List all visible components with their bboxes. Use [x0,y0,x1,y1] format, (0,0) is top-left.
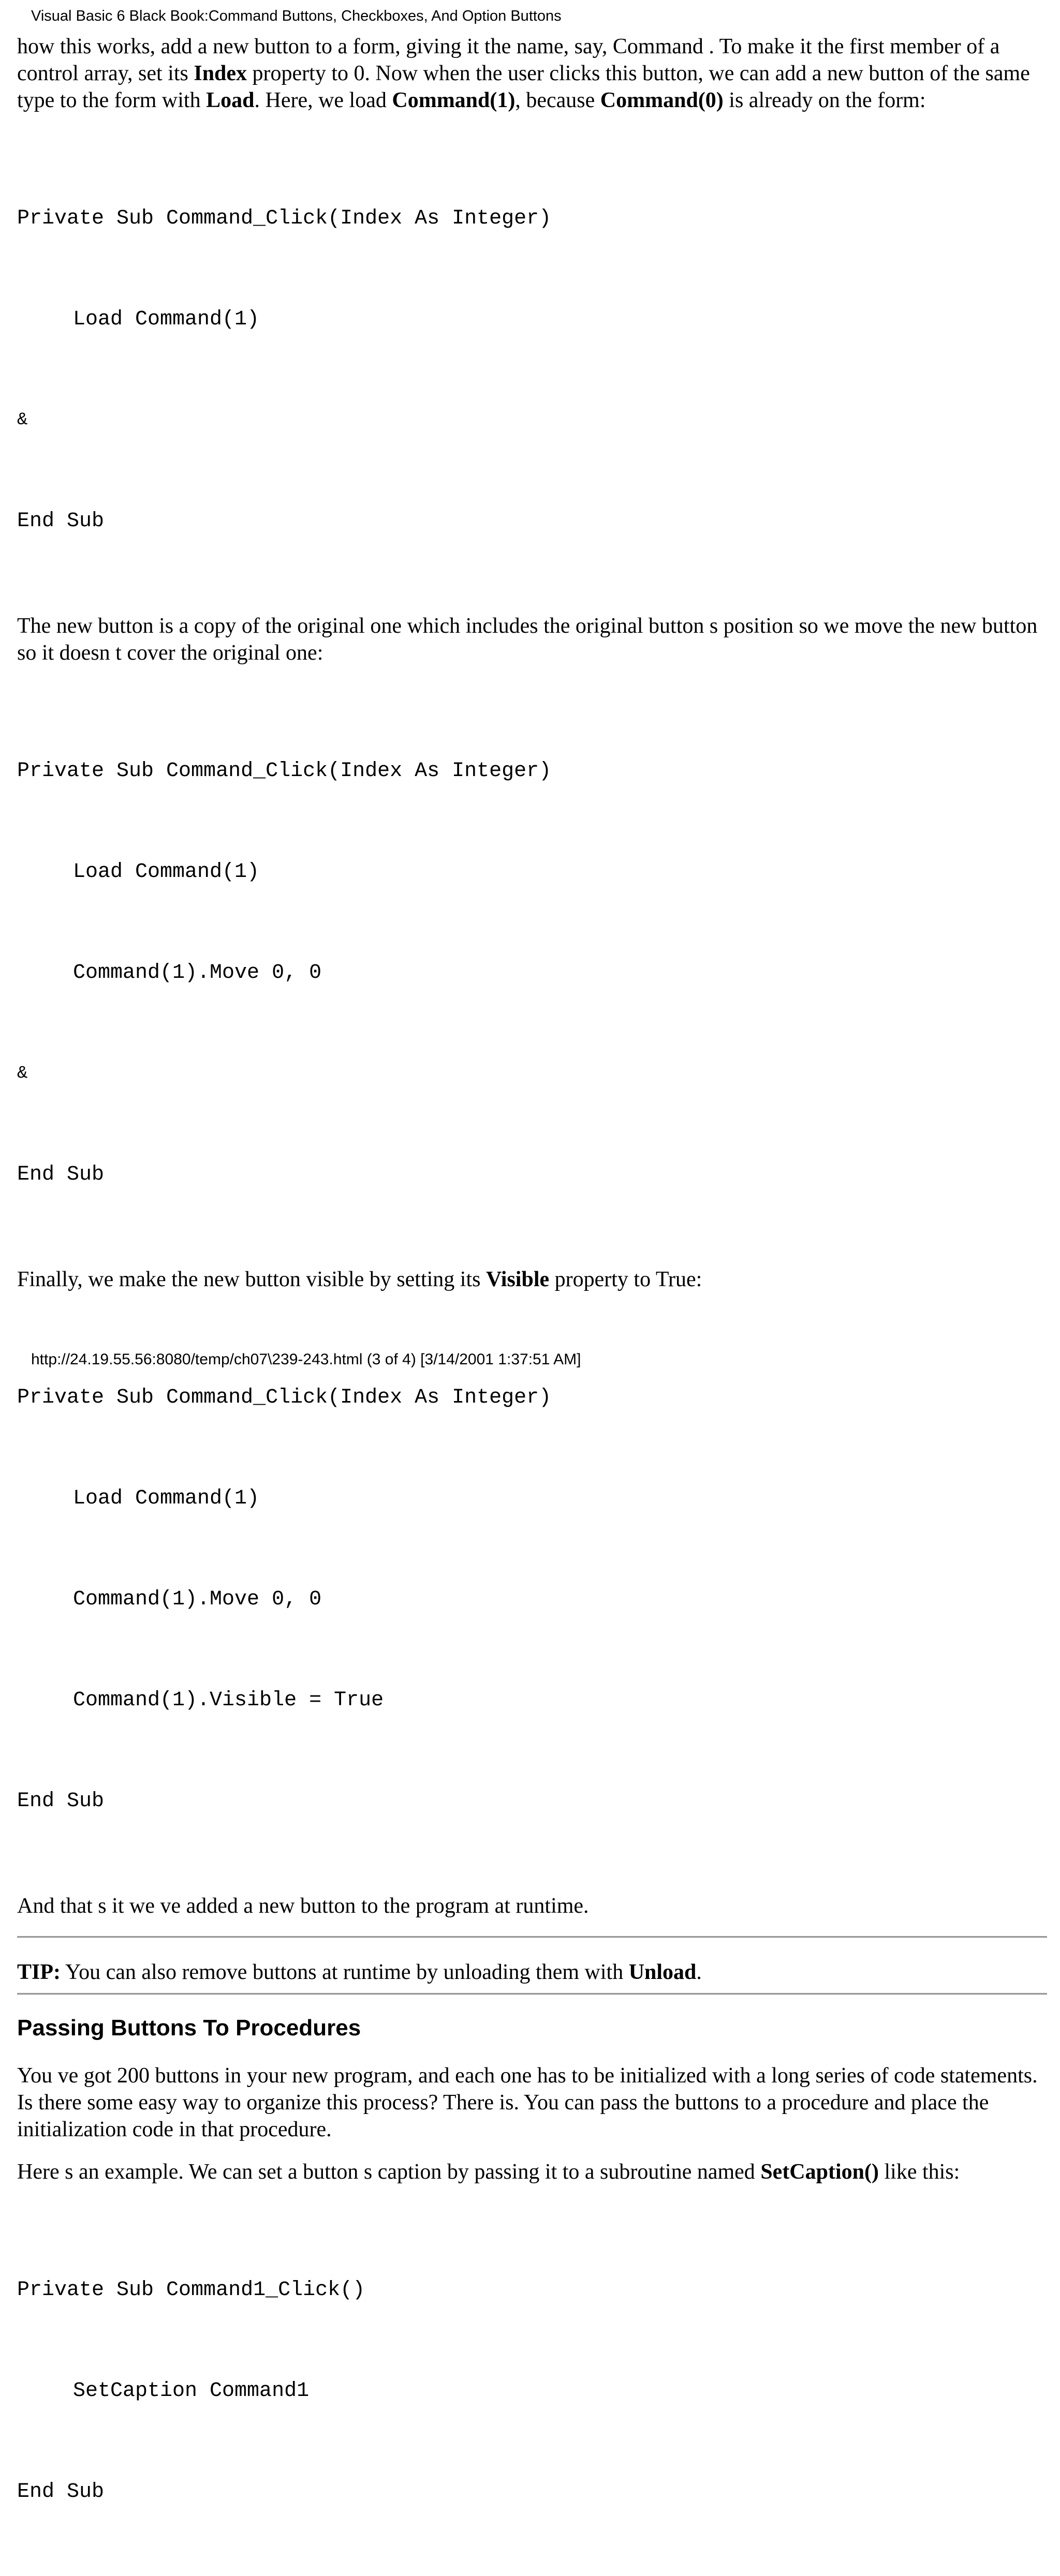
code-block-setcaption [17,2206,1047,2576]
copy-paragraph: The new button is a copy of the original one which includes the original button s position so we move the new button so it doesn t cover the original one: [17,614,1038,665]
code-block-move [17,687,1047,1259]
code-line: End Sub [17,1790,105,1813]
tip-divider-bottom [17,1993,1047,1995]
code-line: Private Sub Command_Click(Index As Integer) [17,760,552,783]
buttons-200-paragraph: You ve got 200 buttons in your new program, and each one has to be initialized with a long series of code statements. Is there some easy way to organize this process? There is. You can pass the buttons to a procedure and place the initialization code in that procedure. [17,2064,1038,2141]
code-line: & [17,1064,28,1083]
example-paragraph: Here s an example. We can set a button s caption by passing it to a subroutine named SetCaption() like this: [17,2160,960,2184]
code-line: Private Sub Command_Click(Index As Integer) [17,1386,552,1409]
tip-paragraph: TIP: You can also remove buttons at runtime by unloading them with Unload. [17,1960,702,1984]
code-line: Command(1).Move 0, 0 [73,1588,322,1611]
code-line: SetCaption Command1 [73,2379,310,2403]
section-heading: Passing Buttons To Procedures [17,2015,361,2041]
code-line: Load Command(1) [73,308,260,331]
visible-paragraph: Finally, we make the new button visible by setting its Visible property to True: [17,1268,702,1291]
page-content [17,33,1047,2576]
code-line: Private Sub Command1_Click() [17,2279,365,2302]
code-line: Load Command(1) [73,860,260,884]
code-line: End Sub [17,2480,105,2504]
running-header: Visual Basic 6 Black Book:Command Buttons, Checkboxes, And Option Buttons [31,8,562,24]
code-line: Command(1).Visible = True [73,1689,384,1712]
tip-label: TIP: [17,1960,61,1984]
code-line: Command(1).Move 0, 0 [73,961,322,985]
code-block-load [17,135,1047,605]
code-line: End Sub [17,510,105,533]
code-line: Load Command(1) [73,1487,260,1510]
page-footer-url: http://24.19.55.56:8080/temp/ch07\239-243.html (3 of 4) [3/14/2001 1:37:51 AM] [31,1351,581,1368]
code-line: & [17,410,28,430]
code-line: End Sub [17,1163,105,1186]
done-paragraph: And that s it we ve added a new button to the program at runtime. [17,1894,589,1918]
intro-paragraph: how this works, add a new button to a form, giving it the name, say, Command . To make it the first member of a control array, set its Index property to 0. Now when the user clicks this button, we can add a new button of the same type to the form with Load. Here, we load Command(1), because Command(0) is already on the form: [17,35,1030,112]
code-line: Private Sub Command_Click(Index As Integer) [17,207,552,230]
tip-divider-top [17,1936,1047,1938]
code-block-visible [17,1314,1047,1885]
